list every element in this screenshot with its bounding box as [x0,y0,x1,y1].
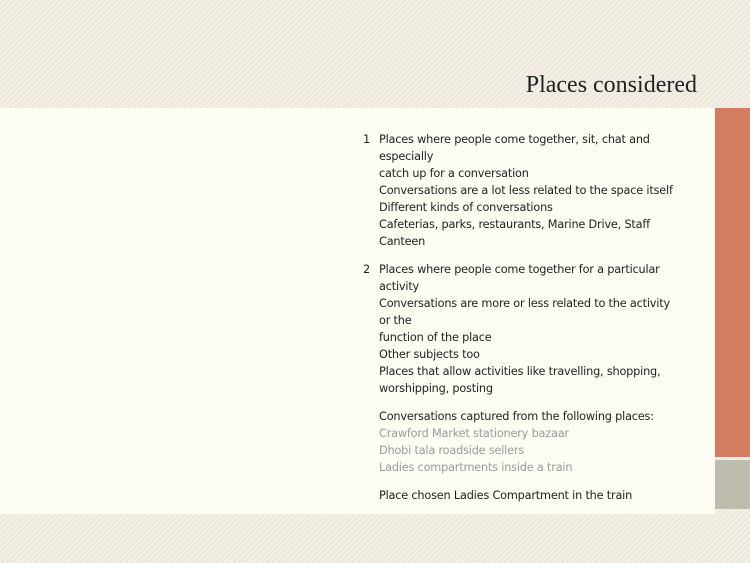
captured-place: Dhobi tala roadside sellers [379,444,525,457]
captured-places [363,408,683,476]
text-line: Conversations are a lot less related to the space itself [379,184,673,197]
text-line: Places where people come together, sit, chat and especially [379,133,650,163]
text-line: Different kinds of conversations [379,201,553,214]
chosen-place-text: Place chosen Ladies Compartment in the train [379,489,633,502]
section-number: 2 [363,263,370,276]
captured-place: Ladies compartments inside a train [379,461,573,474]
slide-body [363,131,683,515]
text-line: function of the place [379,331,492,344]
captured-place: Crawford Market stationery bazaar [379,427,569,440]
text-line: catch up for a conversation [379,167,529,180]
accent-bar [715,108,750,457]
text-line: Cafeterias, parks, restaurants, Marine Drive, Staff Canteen [379,218,650,248]
text-line: Other subjects too [379,348,480,361]
text-line: Places where people come together for a particular activity [379,263,660,293]
accent-block [715,460,750,509]
slide-title: Places considered [525,72,697,98]
captured-heading: Conversations captured from the following places: [379,410,654,423]
text-line: worshipping, posting [379,382,493,395]
section-number: 1 [363,133,370,146]
chosen-place [363,487,683,504]
text-line: Places that allow activities like travelling, shopping, [379,365,661,378]
section-2 [363,261,683,397]
section-1 [363,131,683,250]
text-line: Conversations are more or less related to the activity or the [379,297,670,327]
